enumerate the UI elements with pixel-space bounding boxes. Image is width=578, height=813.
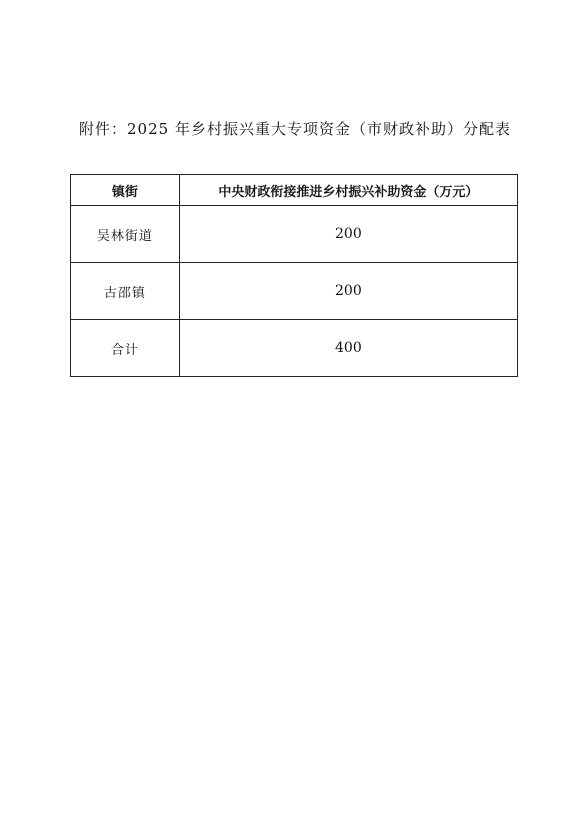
town-cell: 吴林街道 [71,206,180,263]
header-amount: 中央财政衔接推进乡村振兴补助资金（万元） [179,175,517,206]
allocation-table [70,174,518,377]
table-row [71,206,518,263]
total-label-cell: 合计 [71,320,180,377]
table-row-total [71,320,518,377]
table-header-row [71,175,518,206]
page-title: 附件：2025 年乡村振兴重大专项资金（市财政补助）分配表 [79,120,511,138]
amount-cell: 200 [179,263,517,320]
town-cell: 古邵镇 [71,263,180,320]
total-amount-cell: 400 [179,320,517,377]
header-town: 镇街 [71,175,180,206]
table-row [71,263,518,320]
amount-cell: 200 [179,206,517,263]
